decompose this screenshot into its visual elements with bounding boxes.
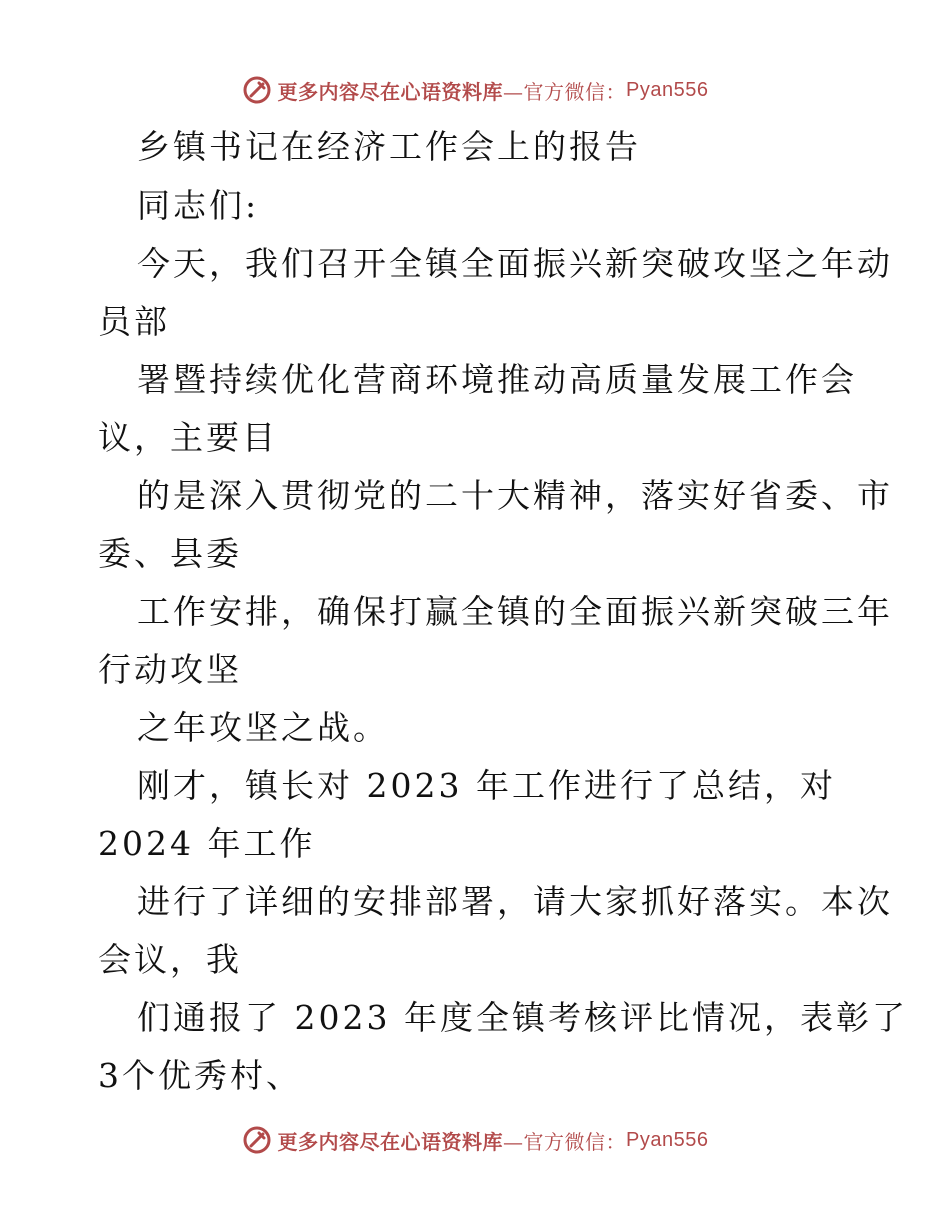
- text-line: 委、县委: [98, 534, 242, 573]
- watermark-account: Pyan556: [626, 1128, 709, 1151]
- watermark-separator: —官方微信：: [503, 79, 627, 104]
- text-line: 工作安排，确保打赢全镇的全面振兴新突破三年: [137, 592, 893, 631]
- text-line: 进行了详细的安排部署，请大家抓好落实。本次: [137, 882, 893, 921]
- text-line: 同志们:: [137, 186, 260, 225]
- text-line: 员部: [98, 302, 170, 341]
- text-line: 行动攻坚: [98, 650, 242, 689]
- text-line: 的是深入贯彻党的二十大精神，落实好省委、市: [137, 476, 893, 515]
- text-line: 会议，我: [98, 940, 242, 979]
- watermark-account: Pyan556: [626, 78, 709, 101]
- watermark-brand: 更多内容尽在心语资料库: [277, 1129, 504, 1154]
- watermark-brand: 更多内容尽在心语资料库: [277, 79, 504, 104]
- text-line: 3个优秀村、: [98, 1056, 302, 1095]
- text-line: 今天，我们召开全镇全面振兴新突破攻坚之年动: [137, 244, 893, 283]
- watermark-separator: —官方微信：: [503, 1129, 627, 1154]
- text-line: 刚才，镇长对 2023 年工作进行了总结，对: [137, 766, 836, 805]
- pen-seal-icon: [242, 1125, 272, 1155]
- text-line: 署暨持续优化营商环境推动高质量发展工作会: [137, 360, 857, 399]
- text-line: 2024 年工作: [98, 824, 316, 863]
- document-title: 乡镇书记在经济工作会上的报告: [137, 127, 641, 166]
- text-line: 们通报了 2023 年度全镇考核评比情况，表彰了: [137, 998, 908, 1037]
- text-line: 议，主要目: [98, 418, 278, 457]
- text-line: 之年攻坚之战。: [137, 708, 389, 747]
- footer-watermark: [0, 1120, 950, 1160]
